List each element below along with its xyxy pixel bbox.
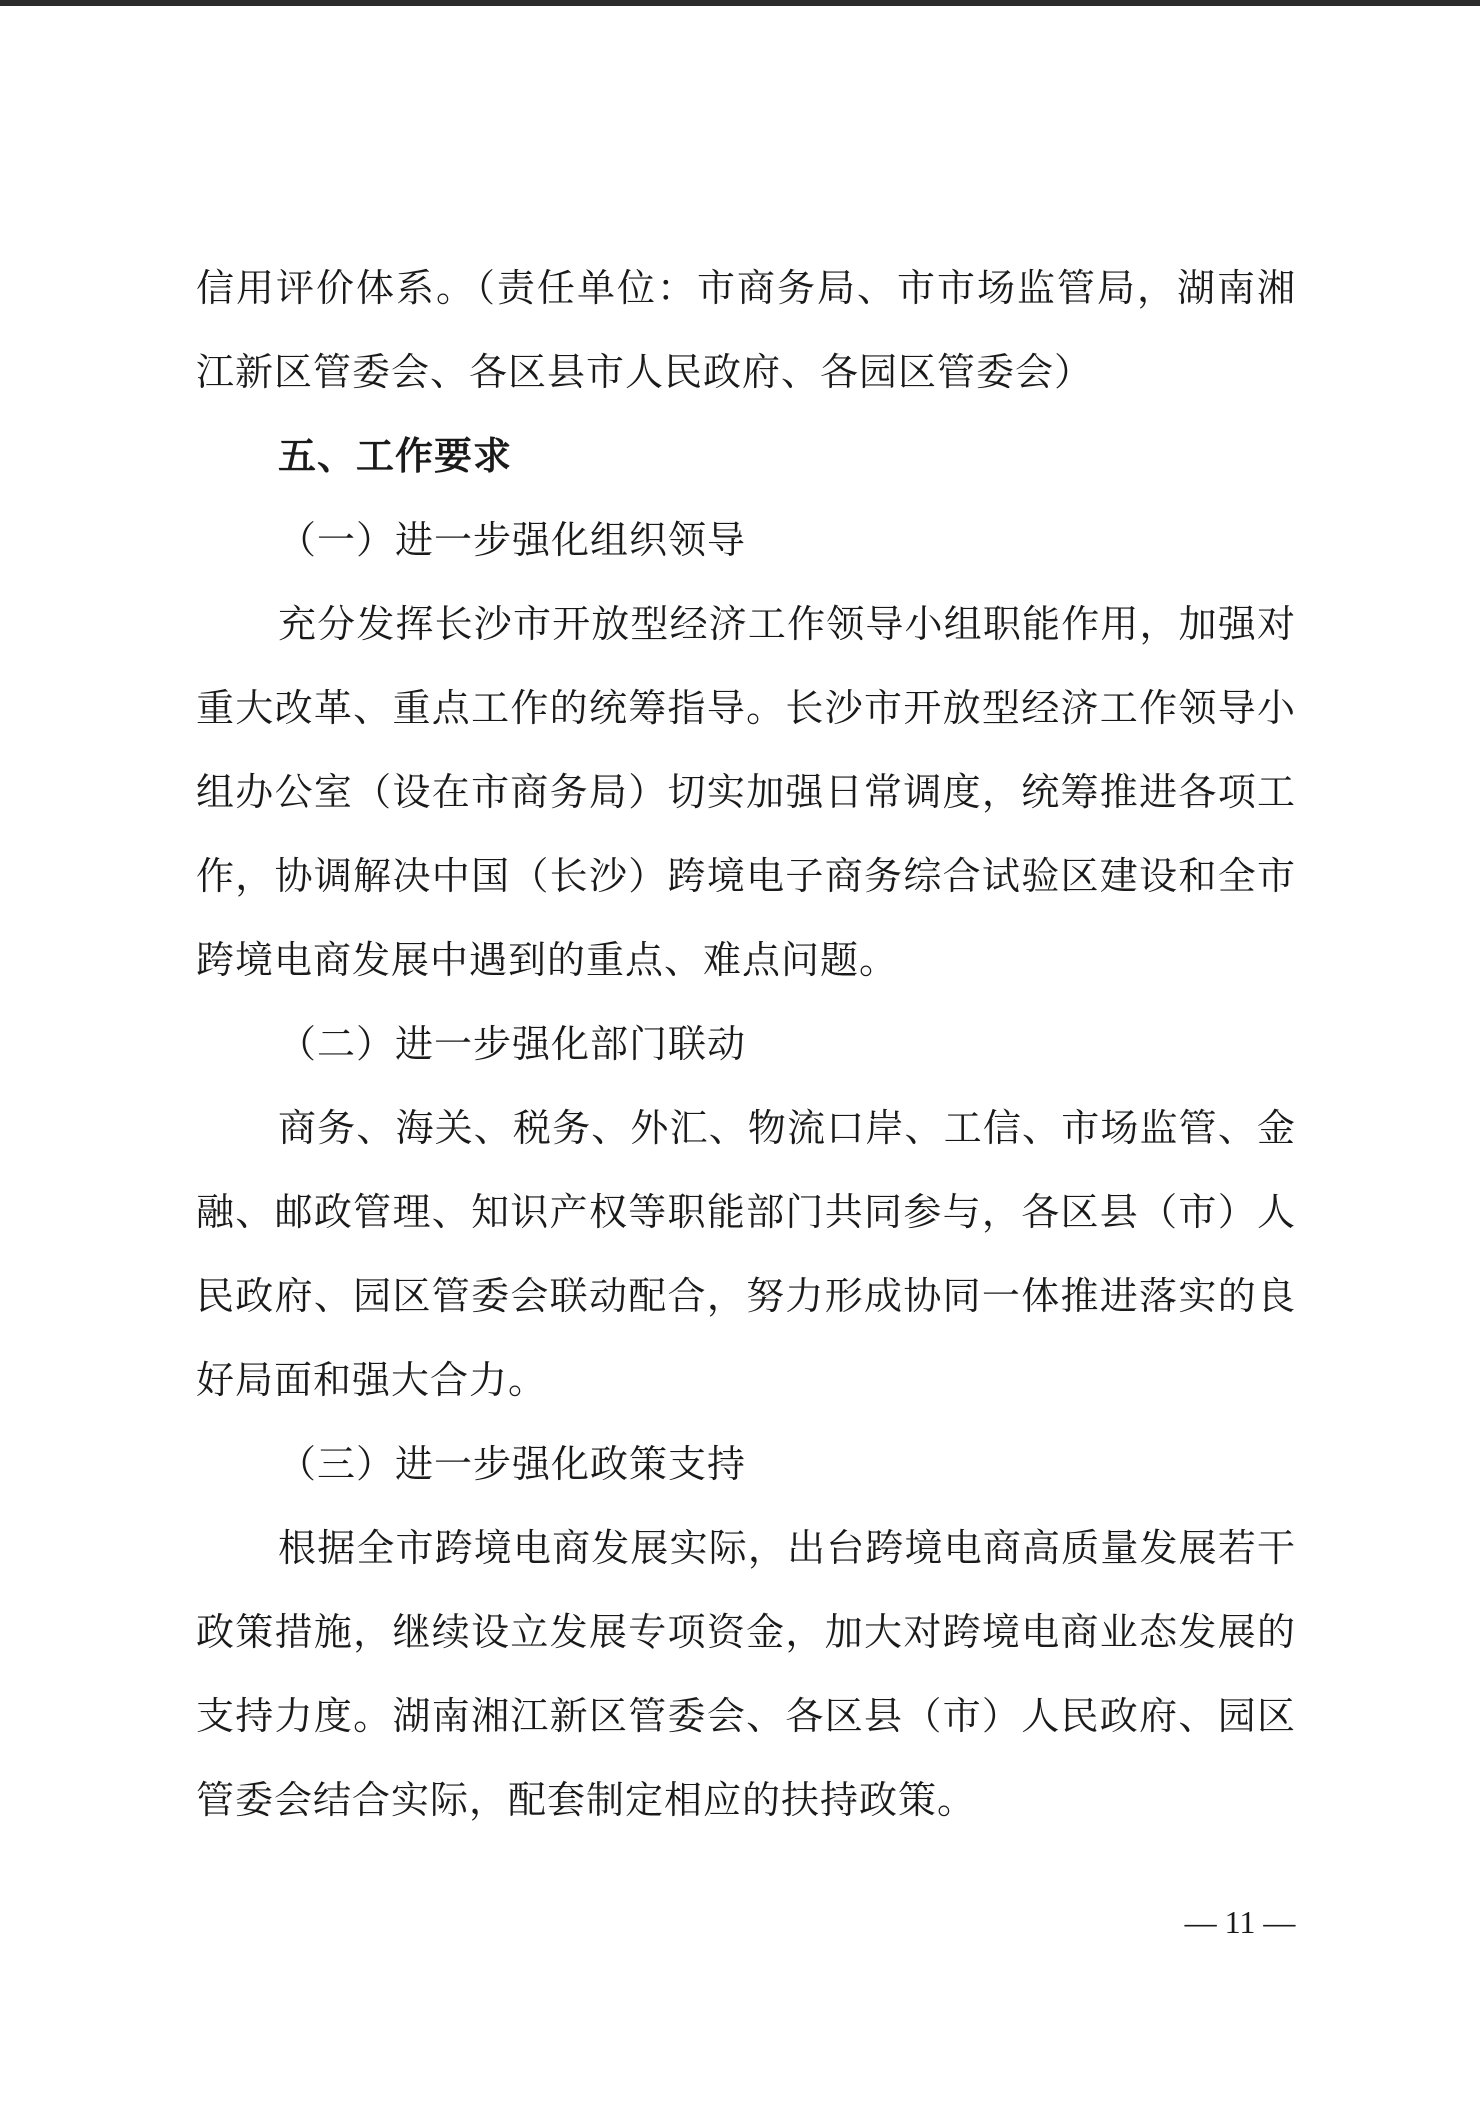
page-number: — 11 — — [1184, 1904, 1296, 1940]
body-line: 融、邮政管理、知识产权等职能部门共同参与，各区县（市）人 — [196, 1190, 1296, 1234]
body-line: 作，协调解决中国（长沙）跨境电子商务综合试验区建设和全市 — [196, 854, 1296, 898]
body-line: 信用评价体系。（责任单位：市商务局、市市场监管局，湖南湘 — [196, 266, 1296, 310]
body-line: 充分发挥长沙市开放型经济工作领导小组职能作用，加强对 — [278, 602, 1296, 646]
body-line: 政策措施，继续设立发展专项资金，加大对跨境电商业态发展的 — [196, 1610, 1296, 1654]
body-line: 根据全市跨境电商发展实际，出台跨境电商高质量发展若干 — [278, 1526, 1296, 1570]
body-line: 重大改革、重点工作的统筹指导。长沙市开放型经济工作领导小 — [196, 686, 1296, 730]
subsection-heading: （二）进一步强化部门联动 — [278, 1022, 747, 1066]
body-line: 组办公室（设在市商务局）切实加强日常调度，统筹推进各项工 — [196, 770, 1296, 814]
body-line: 民政府、园区管委会联动配合，努力形成协同一体推进落实的良 — [196, 1274, 1296, 1318]
body-line: 商务、海关、税务、外汇、物流口岸、工信、市场监管、金 — [278, 1106, 1296, 1150]
subsection-heading: （一）进一步强化组织领导 — [278, 518, 747, 562]
body-line: 跨境电商发展中遇到的重点、难点问题。 — [196, 938, 899, 982]
body-line: 好局面和强大合力。 — [196, 1358, 548, 1402]
body-line: 支持力度。湖南湘江新区管委会、各区县（市）人民政府、园区 — [196, 1694, 1296, 1738]
section-heading: 五、工作要求 — [278, 434, 513, 478]
body-line: 江新区管委会、各区县市人民政府、各园区管委会） — [196, 350, 1094, 394]
body-line: 管委会结合实际，配套制定相应的扶持政策。 — [196, 1778, 977, 1822]
subsection-heading: （三）进一步强化政策支持 — [278, 1442, 747, 1486]
scan-top-edge — [0, 0, 1480, 6]
